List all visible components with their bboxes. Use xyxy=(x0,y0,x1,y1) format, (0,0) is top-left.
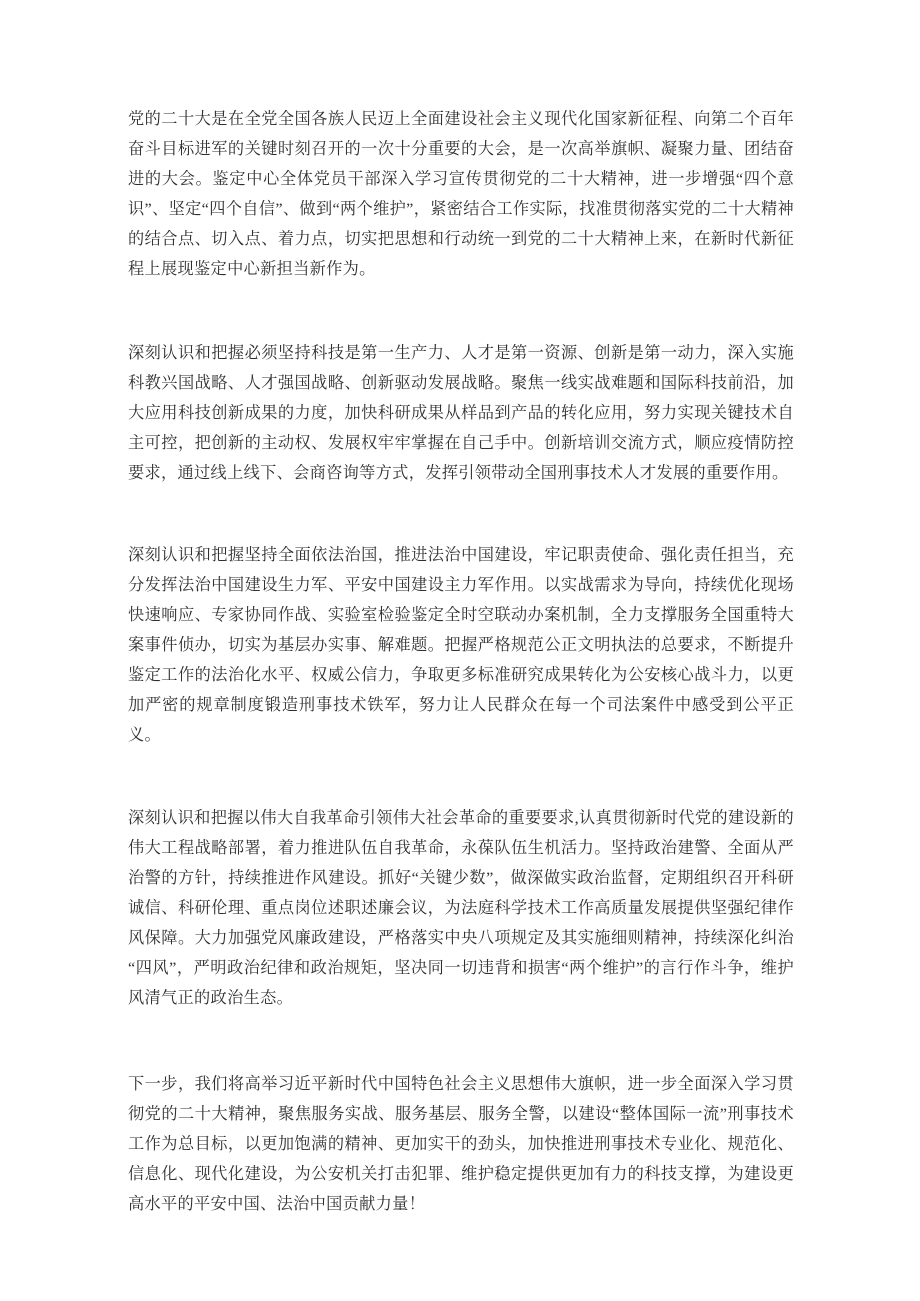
body-paragraph-4: 深刻认识和把握以伟大自我革命引领伟大社会革命的重要要求,认真贯彻新时代党的建设新的伟大工程战略部署，着力推进队伍自我革命，永葆队伍生机活力。坚持政治建警、全面从严治警的方针，持续推进作风建设。抓好“关键少数”，做深做实政治监督，定期组织召开科研诚信、科研伦理、重点岗位述职述廉会议，为法庭科学技术工作高质量发展提供坚强纪律作风保障。大力加强党风廉政建设，严格落实中央八项规定及其实施细则精神，持续深化纠治“四风”，严明政治纪律和政治规矩，坚决同一切违背和损害“两个维护”的言行作斗争，维护风清气正的政治生态。 xyxy=(128,809,794,1007)
body-paragraph-1: 党的二十大是在全党全国各族人民迈上全面建设社会主义现代化国家新征程、向第二个百年奋斗目标进军的关键时刻召开的一次十分重要的大会，是一次高举旗帜、凝聚力量、团结奋进的大会。鉴定中心全体党员干部深入学习宣传贯彻党的二十大精神，进一步增强“四个意识”、坚定“四个自信”、做到“两个维护”，紧密结合工作实际，找准贯彻落实党的二十大精神的结合点、切入点、着力点，切实把思想和行动统一到党的二十大精神上来，在新时代新征程上展现鉴定中心新担当新作为。 xyxy=(128,110,794,278)
body-paragraph-5: 下一步，我们将高举习近平新时代中国特色社会主义思想伟大旗帜，进一步全面深入学习贯彻党的二十大精神，聚焦服务实战、服务基层、服务全警，以建设“整体国际一流”刑事技术工作为总目标，以更加饱满的精神、更加实干的劲头，加快推进刑事技术专业化、规范化、信息化、现代化建设，为公安机关打击犯罪、维护稳定提供更加有力的科技支撑，为建设更高水平的平安中国、法治中国贡献力量！ xyxy=(128,1075,794,1213)
body-paragraph-2: 深刻认识和把握必须坚持科技是第一生产力、人才是第一资源、创新是第一动力，深入实施科教兴国战略、人才强国战略、创新驱动发展战略。聚焦一线实战难题和国际科技前沿，加大应用科技创新成果的力度，加快科研成果从样品到产品的转化应用，努力实现关键技术自主可控，把创新的主动权、发展权牢牢掌握在自己手中。创新培训交流方式，顺应疫情防控要求，通过线上线下、会商咨询等方式，发挥引领带动全国刑事技术人才发展的重要作用。 xyxy=(128,344,794,482)
document-text-body xyxy=(128,104,794,1219)
body-paragraph-3: 深刻认识和把握坚持全面依法治国，推进法治中国建设，牢记职责使命、强化责任担当，充分发挥法治中国建设生力军、平安中国建设主力军作用。以实战需求为导向，持续优化现场快速响应、专家协同作战、实验室检验鉴定全时空联动办案机制，全力支撑服务全国重特大案事件侦办，切实为基层办实事、解难题。把握严格规范公正文明执法的总要求，不断提升鉴定工作的法治化水平、权威公信力，争取更多标准研究成果转化为公安核心战斗力，以更加严密的规章制度锻造刑事技术铁军，努力让人民群众在每一个司法案件中感受到公平正义。 xyxy=(128,546,794,744)
